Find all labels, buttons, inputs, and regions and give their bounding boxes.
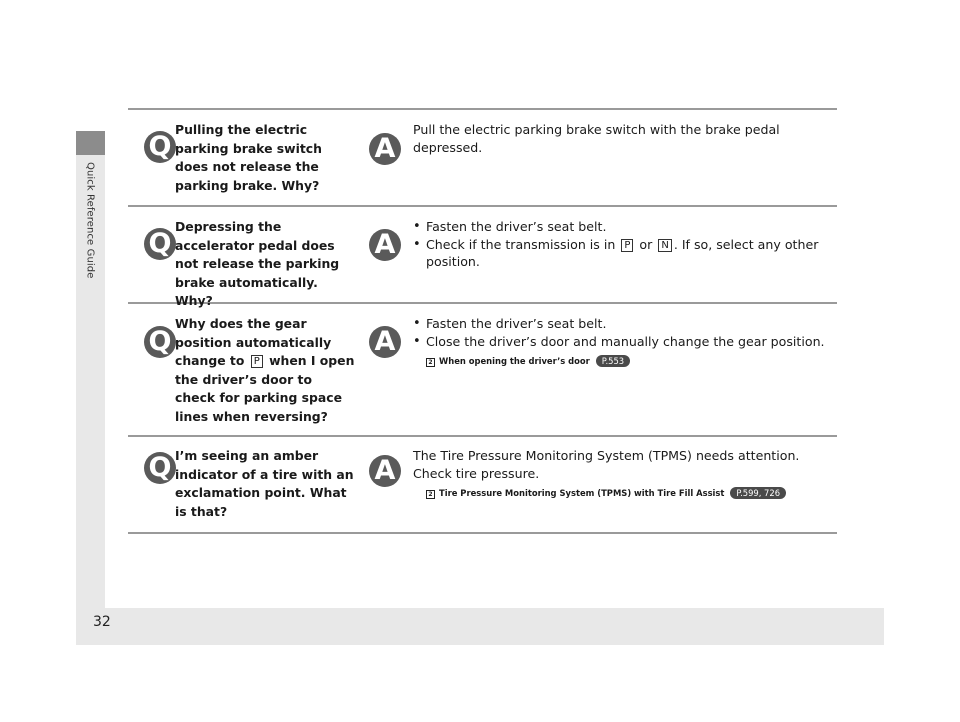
gear-p-icon: P (621, 239, 633, 252)
page-number: 32 (93, 614, 111, 630)
question-text: I’m seeing an amber indicator of a tire with an exclamation point. What is that? (175, 448, 354, 519)
reference-text: Tire Pressure Monitoring System (TPMS) with Tire Fill Assist (439, 488, 725, 498)
answer-badge-icon: A (369, 455, 401, 487)
question-badge-icon: Q (144, 452, 176, 484)
question-badge-icon: Q (144, 131, 176, 163)
divider-rule (128, 205, 837, 207)
divider-rule (128, 532, 837, 534)
question-text: Why does the gear position automatically change to (175, 316, 332, 368)
question-block (175, 315, 355, 426)
answer-bullet-text: . If so, select any other position. (426, 236, 819, 269)
answer-badge-icon: A (369, 326, 401, 358)
answer-bullet: • Close the driver’s door and manually change the gear position. (413, 333, 833, 351)
page-reference-link[interactable]: P.553 (596, 355, 630, 367)
section-side-label (82, 162, 98, 312)
cross-reference[interactable] (413, 485, 833, 503)
answer-bullet-text: or (639, 236, 653, 252)
answer-bullet: • Fasten the driver’s seat belt. (413, 315, 833, 333)
answer-badge-icon: A (369, 133, 401, 165)
section-side-label-text: Quick Reference Guide (84, 162, 96, 279)
answer-list (413, 218, 833, 271)
answer-block (413, 218, 833, 271)
answer-bullet: • Fasten the driver’s seat belt. (413, 218, 833, 236)
answer-block (413, 315, 833, 371)
question-text: Pulling the electric parking brake switch does not release the parking brake. Why? (175, 122, 322, 193)
answer-bullet (413, 236, 833, 271)
answer-list (413, 315, 833, 350)
cross-reference[interactable] (413, 353, 833, 371)
gear-n-icon: N (658, 239, 671, 252)
divider-rule (128, 108, 837, 110)
section-tab-marker (76, 131, 105, 155)
question-text: Depressing the accelerator pedal does not release the parking brake automatically. Why? (175, 219, 340, 308)
divider-rule (128, 435, 837, 437)
reference-arrow-icon: 2 (426, 490, 435, 499)
gear-p-icon: P (251, 355, 263, 368)
answer-text: The Tire Pressure Monitoring System (TPMS) needs attention. Check tire pressure. (413, 448, 800, 481)
answer-text: Pull the electric parking brake switch with the brake pedal depressed. (413, 122, 780, 155)
question-badge-icon: Q (144, 326, 176, 358)
answer-badge-icon: A (369, 229, 401, 261)
reference-arrow-icon: 2 (426, 358, 435, 367)
reference-text: When opening the driver’s door (439, 356, 590, 366)
answer-bullet-text: Check if the transmission is in (426, 236, 616, 252)
question-badge-icon: Q (144, 228, 176, 260)
page-reference-link[interactable]: P.599, 726 (730, 487, 786, 499)
answer-block (413, 447, 833, 503)
question-text: when I open the driver’s door to check for parking space lines when reversing? (175, 353, 355, 424)
